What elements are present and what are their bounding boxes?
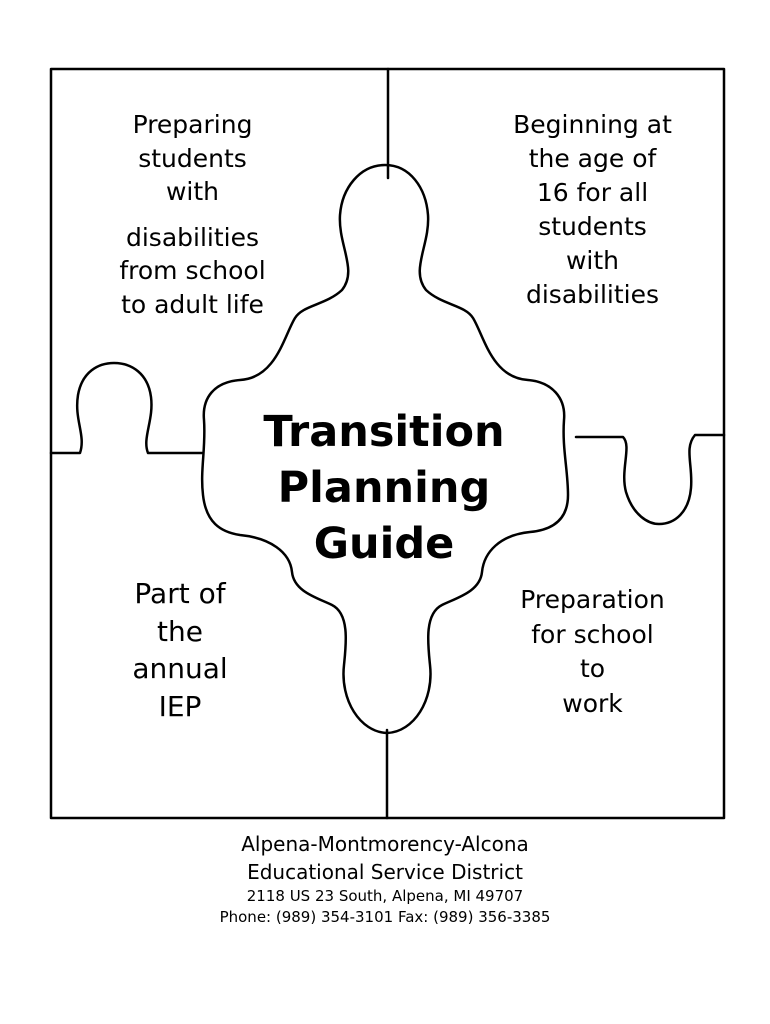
quadrant-text-line: disabilities — [525, 280, 660, 309]
left-divider-tab — [51, 363, 202, 453]
quadrant-top-left-text — [100, 108, 285, 321]
quadrant-text-line: IEP — [158, 689, 202, 723]
quadrant-text-line: disabilities — [125, 222, 260, 252]
quadrant-text-line: from school — [119, 256, 266, 285]
quadrant-bottom-left-text — [100, 575, 260, 725]
right-divider-tab — [576, 435, 724, 524]
footer — [0, 830, 770, 928]
quadrant-text-line: students — [538, 212, 647, 241]
quadrant-text-line: Part of — [134, 577, 226, 610]
quadrant-text-line: with — [565, 246, 620, 275]
quadrant-text-line: for school — [531, 619, 654, 649]
quadrant-text-line: annual — [132, 652, 228, 685]
center-title — [234, 404, 534, 572]
quadrant-text-line: work — [562, 688, 623, 718]
quadrant-bottom-right-text — [495, 583, 690, 721]
quadrant-text-line: 16 for all — [536, 178, 649, 207]
quadrant-text-line: Beginning at — [513, 110, 672, 139]
quadrant-text-line: students — [138, 143, 247, 173]
quadrant-text-line: with — [165, 177, 220, 206]
title-line: Guide — [313, 519, 455, 569]
title-line: Planning — [277, 463, 491, 513]
org-name-line1: Alpena-Montmorency-Alcona — [241, 832, 529, 856]
quadrant-text-line: Preparation — [520, 585, 665, 614]
phone-fax: Phone: (989) 354-3101 Fax: (989) 356-3385 — [219, 908, 551, 926]
address: 2118 US 23 South, Alpena, MI 49707 — [246, 887, 524, 905]
quadrant-text-line: to — [579, 654, 606, 683]
quadrant-text-line: the — [157, 614, 203, 648]
quadrant-text-line: Preparing — [132, 110, 253, 139]
title-line: Transition — [263, 407, 505, 457]
quadrant-text-line: to adult life — [121, 289, 264, 319]
quadrant-top-right-text — [495, 108, 690, 312]
org-name-line2: Educational Service District — [247, 860, 523, 884]
quadrant-text-line: the age of — [528, 144, 657, 173]
line-spacer — [100, 209, 285, 221]
